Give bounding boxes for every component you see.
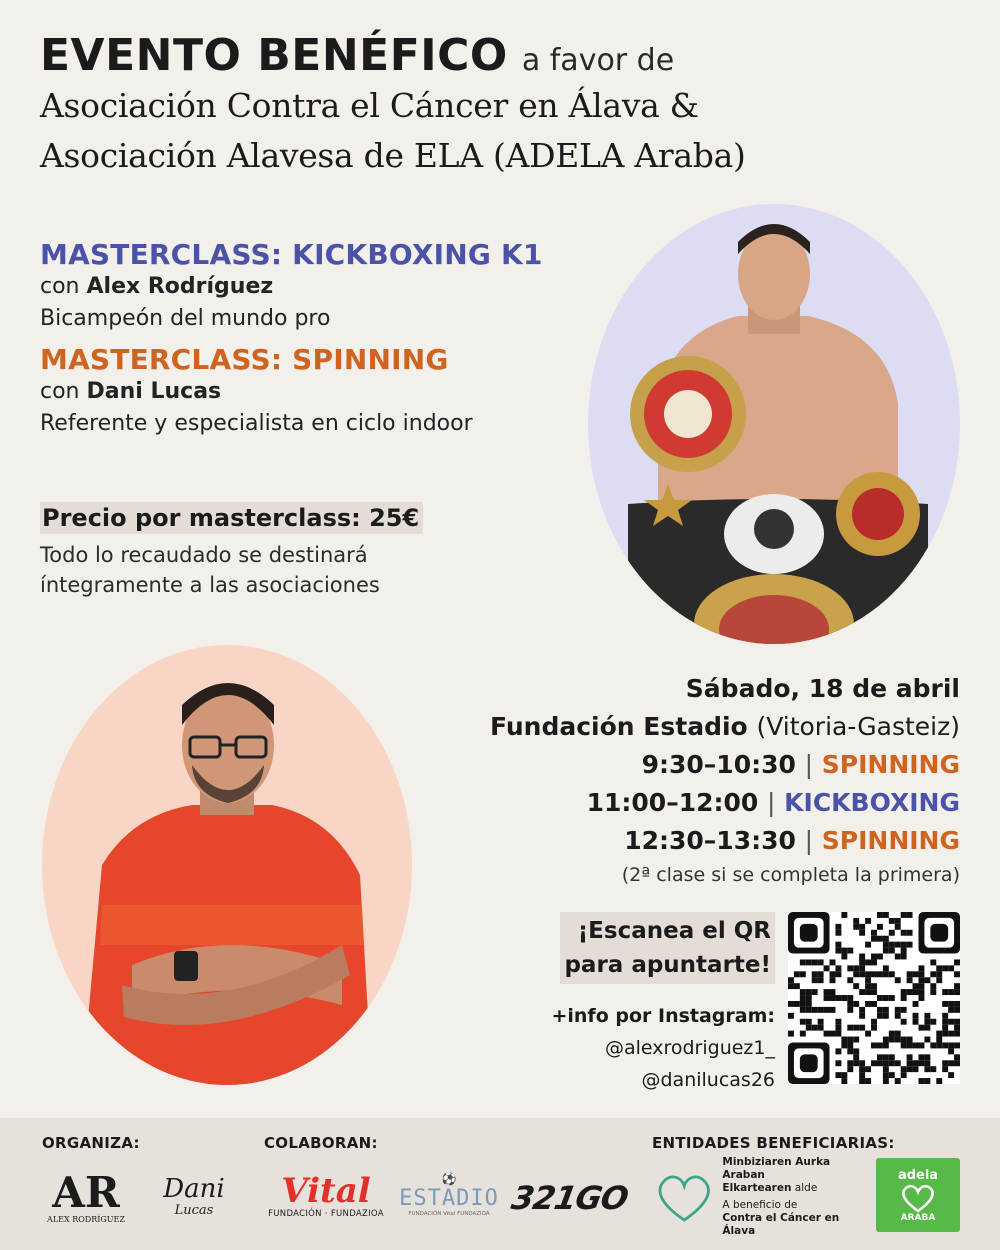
- event-venue: Fundación Estadio: [490, 712, 748, 741]
- spinning-instructor-photo: [42, 645, 412, 1085]
- masterclass-spinning: [40, 343, 580, 440]
- vital-logo: [264, 1164, 388, 1228]
- instagram-label: +info por Instagram:: [551, 1005, 775, 1027]
- instructor-description: Referente y especialista en ciclo indoor: [40, 411, 473, 436]
- session-activity: KICKBOXING: [784, 788, 960, 817]
- instagram-info: [515, 1000, 775, 1096]
- aecc-line-2-light: alde: [794, 1182, 818, 1194]
- with-prefix: con: [40, 274, 80, 299]
- instructor-name: Alex Rodríguez: [86, 274, 274, 299]
- masterclass-list: [40, 238, 580, 448]
- session-separator: |: [804, 750, 814, 779]
- price-note: Todo lo recaudado se destinará íntegramente a las asociaciones: [40, 543, 380, 597]
- adela-araba-logo: [876, 1158, 960, 1232]
- instructor-description: Bicampeón del mundo pro: [40, 306, 331, 331]
- with-prefix: con: [40, 379, 80, 404]
- aecc-line-4: Contra el Cáncer en Álava: [722, 1212, 840, 1237]
- heart-icon: [652, 1167, 716, 1227]
- estadio-logo: [399, 1158, 499, 1230]
- vital-name: Vital: [281, 1171, 371, 1211]
- signup-section: [515, 912, 775, 1096]
- scan-line-2: para apuntarte!: [564, 952, 771, 978]
- instagram-handle[interactable]: @danilucas26: [641, 1069, 775, 1091]
- price-label: Precio por masterclass:: [42, 504, 361, 532]
- session-time: 9:30–10:30: [641, 750, 796, 779]
- session-row: [480, 822, 960, 860]
- estadio-sub: FUNDACIÓN Vital FUNDAZIOA: [408, 1210, 490, 1217]
- estadio-icon: ⚽: [441, 1171, 457, 1186]
- colaboran-label: COLABORAN:: [264, 1134, 378, 1152]
- association-line-2: Asociación Alavesa de ELA (ADELA Araba): [40, 136, 746, 175]
- schedule-note: (2ª clase si se completa la primera): [621, 864, 960, 886]
- session-time: 12:30–13:30: [624, 826, 796, 855]
- price-value: 25€: [369, 504, 420, 532]
- masterclass-title: MASTERCLASS: KICKBOXING K1: [40, 238, 543, 271]
- session-activity: SPINNING: [821, 826, 960, 855]
- dani-name: Dani: [163, 1173, 225, 1204]
- adela-sub: ARABA: [900, 1212, 936, 1223]
- contra-el-cancer-logo: [652, 1156, 864, 1237]
- kickboxer-photo: [588, 204, 960, 644]
- ar-initials: AR: [52, 1167, 120, 1217]
- event-subtitle: a favor de: [521, 43, 675, 78]
- session-row: [480, 784, 960, 822]
- instructor-line: [40, 271, 580, 303]
- adela-name: adela: [897, 1167, 939, 1183]
- aecc-line-2: [722, 1182, 864, 1195]
- go-name: 321GO: [509, 1179, 631, 1217]
- event-date: Sábado, 18 de abril: [685, 674, 960, 703]
- instructor-name: Dani Lucas: [86, 379, 222, 404]
- session-time: 11:00–12:00: [586, 788, 759, 817]
- scan-line-1: ¡Escanea el QR: [577, 918, 771, 944]
- organiza-label: ORGANIZA:: [42, 1134, 140, 1152]
- ar-name: ALEX RODRÍGUEZ: [47, 1214, 125, 1224]
- 321go-logo: [508, 1168, 632, 1228]
- dani-sub: Lucas: [174, 1202, 214, 1218]
- vital-sub: FUNDACIÓN · FUNDAZIOA: [268, 1209, 384, 1219]
- event-title: EVENTO BENÉFICO: [40, 30, 508, 81]
- adela-heart-icon: [898, 1183, 938, 1213]
- masterclass-title: MASTERCLASS: SPINNING: [40, 343, 449, 376]
- aecc-line-2-bold: Elkartearen: [722, 1182, 792, 1194]
- event-venue-line: [480, 708, 960, 746]
- alex-rodriguez-logo: [44, 1162, 128, 1232]
- masterclass-kickboxing: [40, 238, 580, 335]
- aecc-text: [722, 1156, 864, 1238]
- sponsors-footer: [0, 1118, 1000, 1250]
- session-activity: SPINNING: [821, 750, 960, 779]
- session-separator: |: [767, 788, 776, 817]
- price-section: [40, 502, 460, 600]
- aecc-line-3: A beneficio de: [722, 1199, 798, 1211]
- title-line: [40, 30, 970, 81]
- beneficiarias-label: ENTIDADES BENEFICIARIAS:: [652, 1134, 895, 1152]
- qr-code[interactable]: [788, 912, 960, 1084]
- header: [40, 30, 970, 181]
- association-line-1: Asociación Contra el Cáncer en Álava &: [40, 86, 699, 125]
- schedule: [480, 670, 960, 890]
- dani-lucas-logo: [142, 1164, 246, 1228]
- aecc-line-1: Minbiziaren Aurka Araban: [722, 1156, 831, 1181]
- price-highlight: [40, 502, 423, 534]
- session-row: [480, 746, 960, 784]
- event-city: (Vitoria-Gasteiz): [756, 712, 960, 741]
- scan-qr-callout: [560, 912, 775, 984]
- session-separator: |: [804, 826, 814, 855]
- estadio-name: ESTADIO: [399, 1185, 499, 1211]
- instructor-line: [40, 376, 580, 408]
- instagram-handle[interactable]: @alexrodriguez1_: [604, 1037, 775, 1059]
